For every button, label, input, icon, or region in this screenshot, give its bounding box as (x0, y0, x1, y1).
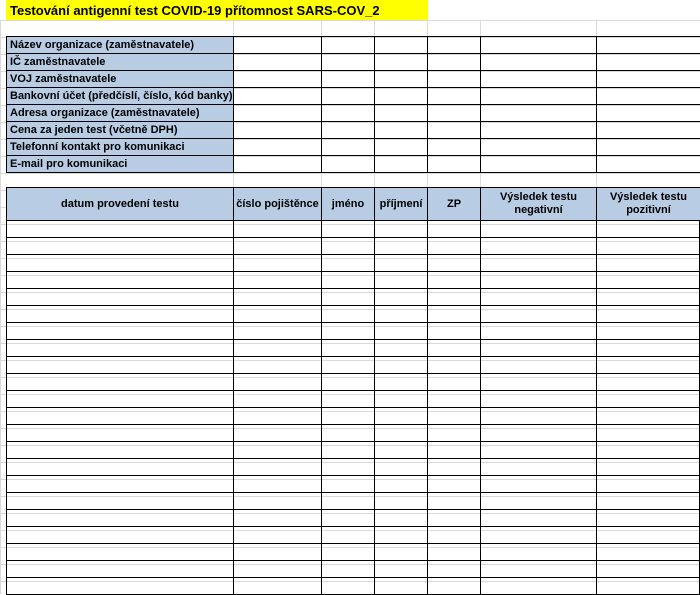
table-cell[interactable] (597, 221, 700, 237)
info-value-cell[interactable] (375, 156, 427, 172)
info-value-cell[interactable] (597, 105, 700, 121)
table-cell[interactable] (597, 459, 700, 475)
table-cell[interactable] (234, 391, 321, 407)
table-cell[interactable] (428, 289, 480, 305)
table-cell[interactable] (7, 544, 233, 560)
table-cell[interactable] (234, 544, 321, 560)
table-cell[interactable] (375, 306, 427, 322)
table-cell[interactable] (481, 374, 596, 390)
info-label[interactable]: IČ zaměstnavatele (6, 53, 234, 71)
table-cell[interactable] (322, 527, 374, 543)
table-cell[interactable] (322, 442, 374, 458)
table-cell[interactable] (597, 391, 700, 407)
table-cell[interactable] (375, 408, 427, 424)
info-value-cell[interactable] (322, 37, 374, 53)
table-cell[interactable] (322, 340, 374, 356)
table-cell[interactable] (481, 561, 596, 577)
info-value-cell[interactable] (375, 54, 427, 70)
table-cell[interactable] (7, 272, 233, 288)
table-cell[interactable] (428, 272, 480, 288)
table-cell[interactable] (7, 476, 233, 492)
table-cell[interactable] (7, 340, 233, 356)
info-value-cell[interactable] (234, 88, 321, 104)
table-cell[interactable] (375, 493, 427, 509)
table-cell[interactable] (234, 578, 321, 594)
table-cell[interactable] (7, 459, 233, 475)
table-cell[interactable] (597, 255, 700, 271)
table-cell[interactable] (375, 323, 427, 339)
info-value-cell[interactable] (234, 139, 321, 155)
table-cell[interactable] (7, 493, 233, 509)
info-value-cell[interactable] (234, 54, 321, 70)
table-cell[interactable] (428, 459, 480, 475)
table-cell[interactable] (234, 289, 321, 305)
header-result-positive[interactable]: Výsledek testu pozitivní (596, 187, 700, 221)
table-cell[interactable] (234, 340, 321, 356)
table-cell[interactable] (7, 408, 233, 424)
info-label[interactable]: VOJ zaměstnavatele (6, 70, 234, 88)
table-cell[interactable] (481, 255, 596, 271)
info-value-cell[interactable] (428, 105, 480, 121)
table-cell[interactable] (481, 221, 596, 237)
table-cell[interactable] (481, 425, 596, 441)
table-cell[interactable] (481, 544, 596, 560)
table-cell[interactable] (234, 425, 321, 441)
info-value-cell[interactable] (234, 122, 321, 138)
table-cell[interactable] (428, 374, 480, 390)
table-cell[interactable] (428, 425, 480, 441)
table-cell[interactable] (322, 544, 374, 560)
table-cell[interactable] (428, 408, 480, 424)
table-cell[interactable] (322, 561, 374, 577)
table-cell[interactable] (375, 238, 427, 254)
table-cell[interactable] (597, 374, 700, 390)
table-cell[interactable] (7, 578, 233, 594)
table-cell[interactable] (322, 221, 374, 237)
table-cell[interactable] (597, 425, 700, 441)
table-cell[interactable] (234, 238, 321, 254)
header-first-name[interactable]: jméno (321, 187, 375, 221)
table-cell[interactable] (597, 442, 700, 458)
info-value-cell[interactable] (375, 71, 427, 87)
header-result-negative[interactable]: Výsledek testu negativní (480, 187, 597, 221)
table-cell[interactable] (428, 323, 480, 339)
table-cell[interactable] (234, 255, 321, 271)
table-cell[interactable] (234, 272, 321, 288)
table-cell[interactable] (7, 510, 233, 526)
table-cell[interactable] (234, 527, 321, 543)
table-cell[interactable] (428, 544, 480, 560)
info-value-cell[interactable] (597, 54, 700, 70)
table-cell[interactable] (428, 510, 480, 526)
info-value-cell[interactable] (322, 156, 374, 172)
table-cell[interactable] (375, 527, 427, 543)
table-cell[interactable] (7, 527, 233, 543)
table-cell[interactable] (7, 391, 233, 407)
table-cell[interactable] (481, 289, 596, 305)
info-value-cell[interactable] (481, 122, 596, 138)
table-cell[interactable] (322, 578, 374, 594)
table-cell[interactable] (7, 561, 233, 577)
table-cell[interactable] (322, 238, 374, 254)
table-cell[interactable] (322, 493, 374, 509)
table-cell[interactable] (597, 510, 700, 526)
header-date[interactable]: datum provedení testu (6, 187, 234, 221)
table-cell[interactable] (481, 459, 596, 475)
table-cell[interactable] (7, 442, 233, 458)
table-cell[interactable] (322, 459, 374, 475)
info-value-cell[interactable] (597, 71, 700, 87)
table-cell[interactable] (428, 357, 480, 373)
info-value-cell[interactable] (375, 139, 427, 155)
info-value-cell[interactable] (428, 88, 480, 104)
info-value-cell[interactable] (322, 139, 374, 155)
table-cell[interactable] (481, 391, 596, 407)
info-value-cell[interactable] (481, 156, 596, 172)
info-value-cell[interactable] (375, 88, 427, 104)
table-cell[interactable] (7, 374, 233, 390)
table-cell[interactable] (234, 323, 321, 339)
info-value-cell[interactable] (428, 139, 480, 155)
info-value-cell[interactable] (597, 88, 700, 104)
table-cell[interactable] (7, 323, 233, 339)
table-cell[interactable] (481, 510, 596, 526)
info-value-cell[interactable] (234, 37, 321, 53)
table-cell[interactable] (234, 374, 321, 390)
table-cell[interactable] (375, 459, 427, 475)
table-cell[interactable] (597, 527, 700, 543)
gridline-horizontal (0, 20, 700, 21)
table-cell[interactable] (428, 238, 480, 254)
table-cell[interactable] (597, 476, 700, 492)
gridline-horizontal (0, 173, 700, 174)
info-value-cell[interactable] (322, 122, 374, 138)
info-value-cell[interactable] (428, 54, 480, 70)
table-cell[interactable] (7, 357, 233, 373)
table-cell[interactable] (7, 221, 233, 237)
header-insurance-number[interactable]: číslo pojištěnce (233, 187, 322, 221)
table-cell[interactable] (322, 357, 374, 373)
info-value-cell[interactable] (234, 105, 321, 121)
table-cell[interactable] (234, 561, 321, 577)
info-value-cell[interactable] (428, 156, 480, 172)
table-cell[interactable] (597, 408, 700, 424)
table-cell[interactable] (597, 306, 700, 322)
table-cell[interactable] (234, 221, 321, 237)
info-label[interactable]: Adresa organizace (zaměstnavatele) (6, 104, 234, 122)
table-cell[interactable] (234, 357, 321, 373)
info-value-cell[interactable] (597, 122, 700, 138)
table-cell[interactable] (7, 289, 233, 305)
info-label[interactable]: E-mail pro komunikaci (6, 155, 234, 173)
info-value-cell[interactable] (322, 88, 374, 104)
table-cell[interactable] (375, 391, 427, 407)
table-cell[interactable] (375, 510, 427, 526)
info-value-cell[interactable] (481, 139, 596, 155)
info-row-border (233, 172, 700, 173)
table-cell[interactable] (375, 221, 427, 237)
table-cell[interactable] (375, 544, 427, 560)
table-cell[interactable] (481, 493, 596, 509)
table-cell[interactable] (597, 357, 700, 373)
info-label[interactable]: Bankovní účet (předčíslí, číslo, kód banky) (6, 87, 234, 105)
info-value-cell[interactable] (322, 71, 374, 87)
gridline-vertical (0, 20, 1, 594)
table-cell[interactable] (322, 272, 374, 288)
table-cell[interactable] (375, 476, 427, 492)
info-value-cell[interactable] (375, 105, 427, 121)
info-value-cell[interactable] (322, 105, 374, 121)
table-cell[interactable] (481, 306, 596, 322)
table-cell[interactable] (597, 272, 700, 288)
table-cell[interactable] (322, 391, 374, 407)
info-value-cell[interactable] (597, 37, 700, 53)
table-cell[interactable] (481, 476, 596, 492)
table-cell[interactable] (375, 578, 427, 594)
table-cell[interactable] (322, 323, 374, 339)
table-cell[interactable] (428, 476, 480, 492)
table-cell[interactable] (428, 391, 480, 407)
table-cell[interactable] (375, 374, 427, 390)
info-value-cell[interactable] (375, 122, 427, 138)
table-cell[interactable] (428, 340, 480, 356)
info-value-cell[interactable] (428, 37, 480, 53)
info-label[interactable]: Telefonní kontakt pro komunikaci (6, 138, 234, 156)
table-cell[interactable] (322, 306, 374, 322)
table-cell[interactable] (375, 442, 427, 458)
info-value-cell[interactable] (481, 54, 596, 70)
table-cell[interactable] (7, 306, 233, 322)
table-cell[interactable] (375, 357, 427, 373)
table-cell[interactable] (428, 255, 480, 271)
table-cell[interactable] (428, 578, 480, 594)
table-cell[interactable] (7, 425, 233, 441)
table-cell[interactable] (322, 510, 374, 526)
table-cell[interactable] (481, 442, 596, 458)
table-cell[interactable] (375, 289, 427, 305)
table-cell[interactable] (7, 255, 233, 271)
table-cell[interactable] (428, 561, 480, 577)
table-cell[interactable] (597, 323, 700, 339)
table-cell[interactable] (322, 289, 374, 305)
table-cell[interactable] (597, 340, 700, 356)
table-cell[interactable] (322, 408, 374, 424)
table-cell[interactable] (234, 476, 321, 492)
table-cell[interactable] (428, 442, 480, 458)
info-value-cell[interactable] (481, 37, 596, 53)
table-cell[interactable] (234, 459, 321, 475)
info-value-cell[interactable] (597, 156, 700, 172)
info-value-cell[interactable] (481, 71, 596, 87)
info-label[interactable]: Cena za jeden test (včetně DPH) (6, 121, 234, 139)
table-cell[interactable] (481, 340, 596, 356)
table-cell[interactable] (597, 578, 700, 594)
table-cell[interactable] (428, 221, 480, 237)
info-value-cell[interactable] (234, 71, 321, 87)
info-value-cell[interactable] (597, 139, 700, 155)
table-cell[interactable] (234, 493, 321, 509)
table-cell[interactable] (7, 238, 233, 254)
info-value-cell[interactable] (481, 88, 596, 104)
table-cell[interactable] (375, 425, 427, 441)
info-value-cell[interactable] (481, 105, 596, 121)
table-cell[interactable] (322, 476, 374, 492)
info-value-cell[interactable] (322, 54, 374, 70)
info-value-cell[interactable] (234, 156, 321, 172)
table-cell[interactable] (234, 306, 321, 322)
table-cell[interactable] (375, 561, 427, 577)
info-value-cell[interactable] (428, 71, 480, 87)
table-cell[interactable] (597, 289, 700, 305)
header-insurer[interactable]: ZP (427, 187, 481, 221)
table-cell[interactable] (597, 238, 700, 254)
table-cell[interactable] (234, 408, 321, 424)
info-value-cell[interactable] (375, 37, 427, 53)
table-cell[interactable] (322, 255, 374, 271)
table-cell[interactable] (481, 408, 596, 424)
table-cell[interactable] (428, 493, 480, 509)
table-cell[interactable] (481, 357, 596, 373)
table-cell[interactable] (481, 272, 596, 288)
table-cell[interactable] (322, 425, 374, 441)
table-cell[interactable] (234, 510, 321, 526)
table-cell[interactable] (481, 578, 596, 594)
table-cell[interactable] (597, 561, 700, 577)
table-cell[interactable] (375, 272, 427, 288)
sheet-title[interactable]: Testování antigenní test COVID-19 přítomnost SARS-COV_2 (6, 0, 428, 20)
table-cell[interactable] (481, 238, 596, 254)
header-last-name[interactable]: příjmení (374, 187, 428, 221)
table-cell[interactable] (428, 306, 480, 322)
table-cell[interactable] (322, 374, 374, 390)
table-cell[interactable] (375, 340, 427, 356)
table-cell[interactable] (597, 493, 700, 509)
table-cell[interactable] (597, 544, 700, 560)
table-cell[interactable] (481, 323, 596, 339)
table-cell[interactable] (481, 527, 596, 543)
info-label[interactable]: Název organizace (zaměstnavatele) (6, 36, 234, 54)
table-cell[interactable] (428, 527, 480, 543)
table-cell[interactable] (234, 442, 321, 458)
info-value-cell[interactable] (428, 122, 480, 138)
table-cell[interactable] (375, 255, 427, 271)
